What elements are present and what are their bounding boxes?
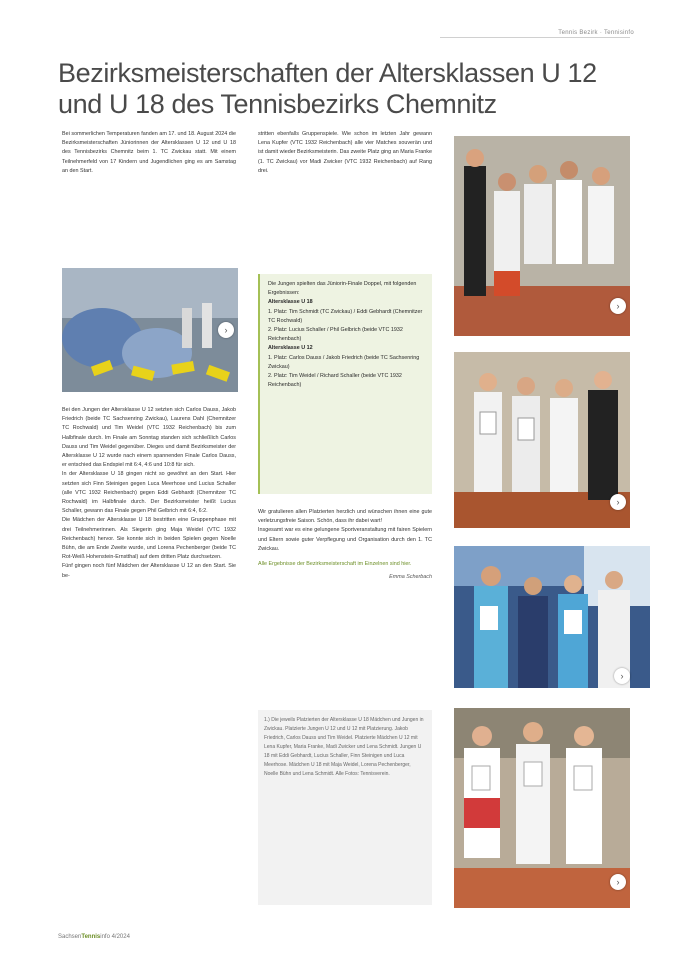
photo-next-icon[interactable]: ›	[218, 322, 234, 338]
photo-next-icon[interactable]: ›	[610, 494, 626, 510]
intro-paragraph: Bei sommerlichen Temperaturen fanden am 17. und 18. August 2024 die Bezirksmeisterschaften Jüniorinnen der Altersklassen U 12 und U 18 des Tennisbezirks Chemnitz beim 1. TC Zwickau statt. Mit einem Teilnehmerfeld von 17 Kindern und Jugendlichen ging es am Samstag an den Start.	[62, 131, 236, 174]
header-section-label: Tennis Bezirk · Tennisinfo	[558, 30, 634, 36]
photo-next-icon[interactable]: ›	[614, 668, 630, 684]
photo-next-icon[interactable]: ›	[610, 298, 626, 314]
photo-caption-box	[258, 710, 432, 905]
footer-issue: info 4/2024	[100, 934, 130, 940]
results-u18-second: 2. Platz: Lucius Schaller / Phil Gelbrich (beide VTC 1932 Reichenbach)	[268, 327, 403, 343]
photo-trophies[interactable]	[62, 268, 238, 392]
footer-prefix: Sachsen	[58, 934, 82, 940]
paragraph-u12-girls: Fünf gingen noch fünf Mädchen der Altersklasse U 12 an den Start. Sie be-	[62, 563, 236, 579]
results-head-u18: Altersklasse U 18	[268, 299, 313, 306]
column-2-bottom	[258, 508, 432, 582]
photo-u12-girls[interactable]	[454, 352, 630, 528]
paragraph-u12-girls-cont: stritten ebenfalls Gruppenspiele. Wie schon im letzten Jahr gewann Lena Kupfer (VTC 1932 Reichenbach) alle vier Matches souverän und ist damit wieder Bezirksmeisterin. Das zweite Platz ging an Maria Franke (1. TC Zwickau) vor Madi Zwicker (VTC 1932 Reichenbach) auf Rang drei.	[258, 131, 432, 174]
column-2-top	[258, 130, 432, 176]
congrats-paragraph: Wir gratulieren allen Platzierten herzlich und wünschen ihnen eine gute verletzungsfreie Saison. Schön, dass ihr dabei wart!	[258, 509, 432, 525]
results-u12-second: 2. Platz: Tim Weidel / Richard Schaller (beide VTC 1932 Reichenbach)	[268, 373, 402, 389]
paragraph-u12-boys: Bei den Jungen der Altersklasse U 12 setzten sich Carlos Dauss, Jakob Friedrich (beide TC Sachsenring Zwickau), Laurens Dahl (Chemnitzer TC Rochwald) und Tim Weidel (VTC 1932 Reichenbach) bis zum Halbfinale durch. Im Finale am Sonntag standen sich schließlich Carlos Dauss und Tim Weidel gegenüber. Dieges und damit Bezirksmeister der Altersklasse U 12 wurde nach einem spannenden Finale Carlos Dauss, er entschied das Endspiel mit 6:4, 4:6 und 10:8 für sich.	[62, 407, 236, 469]
column-1-intro	[62, 130, 236, 176]
author: Emma Scherbach	[389, 574, 432, 581]
paragraph-u18-girls: Die Mädchen der Altersklasse U 18 bestritten eine Gruppenphase mit drei Teilnehmerinnen. Als Siegerin ging Maja Weidel (VTC 1932 Reichenbach) hervor. Sie konnte sich in beiden Spielen gegen Noelle Bühn, die am Ende Zweite wurde, und Lorena Pechenberger (beide TC Rot-Weiß Hohenstein-Ernstthal) auf dem dritten Platz durchsetzen.	[62, 517, 236, 561]
results-u12-first: 1. Platz: Carlos Dauss / Jakob Friedrich (beide TC Sachsenring Zwickau)	[268, 354, 420, 370]
results-u18-first: 1. Platz: Tim Schmidt (TC Zwickau) / Eddi Gebhardt (Chemnitzer TC Rochwald)	[268, 308, 423, 324]
article-title: Bezirksmeisterschaften der Altersklassen U 12 und U 18 des Tennisbezirks Chemnitz	[58, 58, 597, 119]
results-intro: Die Jungen spielten das Jüniorin-Finale Doppel, mit folgenden Ergebnissen:	[268, 281, 417, 297]
footer-brand: Tennis	[81, 934, 101, 940]
paragraph-u18-boys: In der Altersklasse U 18 gingen nicht so gewöhnt an den Start. Hier setzten sich Finn Steinigen gegen Luca Meerhose und Lucius Schaller (alle VTC 1932 Reichenbach) gegen Eddi Gebhardt (Chemnitzer TC Rochwald) im Halbfinale durch. Der Bezirksmeister heißt Lucius Schaller, gewann das Finale gegen Phil Gelbrich mit 6:4, 6:2.	[62, 471, 236, 515]
page-footer	[58, 934, 130, 940]
results-box	[258, 274, 432, 494]
thanks-paragraph: Insgesamt war es eine gelungene Sportveranstaltung mit fairen Spielern und Eltern sowie guter Verpflegung und Organisation durch den 1. TC Zwickau.	[258, 527, 432, 552]
photo-caption: 1.) Die jeweils Platzierten der Altersklasse U 18 Mädchen und Jungen in Zwickau. Platzierte Jungen U 12 und U 12 mit Platzierung. Jakob Friedrich, Carlos Dauss und Tim Weidel. Platzierte Mädchen U 12 mit Lena Kupfer, Maria Franke, Madi Zwicker und Lena Schmidt. Jungen U 18 mit Eddi Gebhardt, Lucius Schaller, Finn Steinigen und Luca Meerhose. Mädchen U 18 mit Maja Weidel, Lorena Pechenberger, Noelle Bühn und Lena Schmidt. Alle Fotos: Tennisverein.	[264, 717, 424, 777]
results-head-u12: Altersklasse U 12	[268, 345, 313, 352]
results-link[interactable]: Alle Ergebnisse der Bezirksmeisterschaft im Einzelnen sind hier.	[258, 561, 412, 568]
column-1-body	[62, 406, 236, 581]
photo-u18[interactable]	[454, 546, 650, 688]
photo-next-icon[interactable]: ›	[610, 874, 626, 890]
photo-u12-boys[interactable]	[454, 136, 630, 336]
header-rule	[440, 37, 630, 38]
photo-u18-girls[interactable]	[454, 708, 630, 908]
